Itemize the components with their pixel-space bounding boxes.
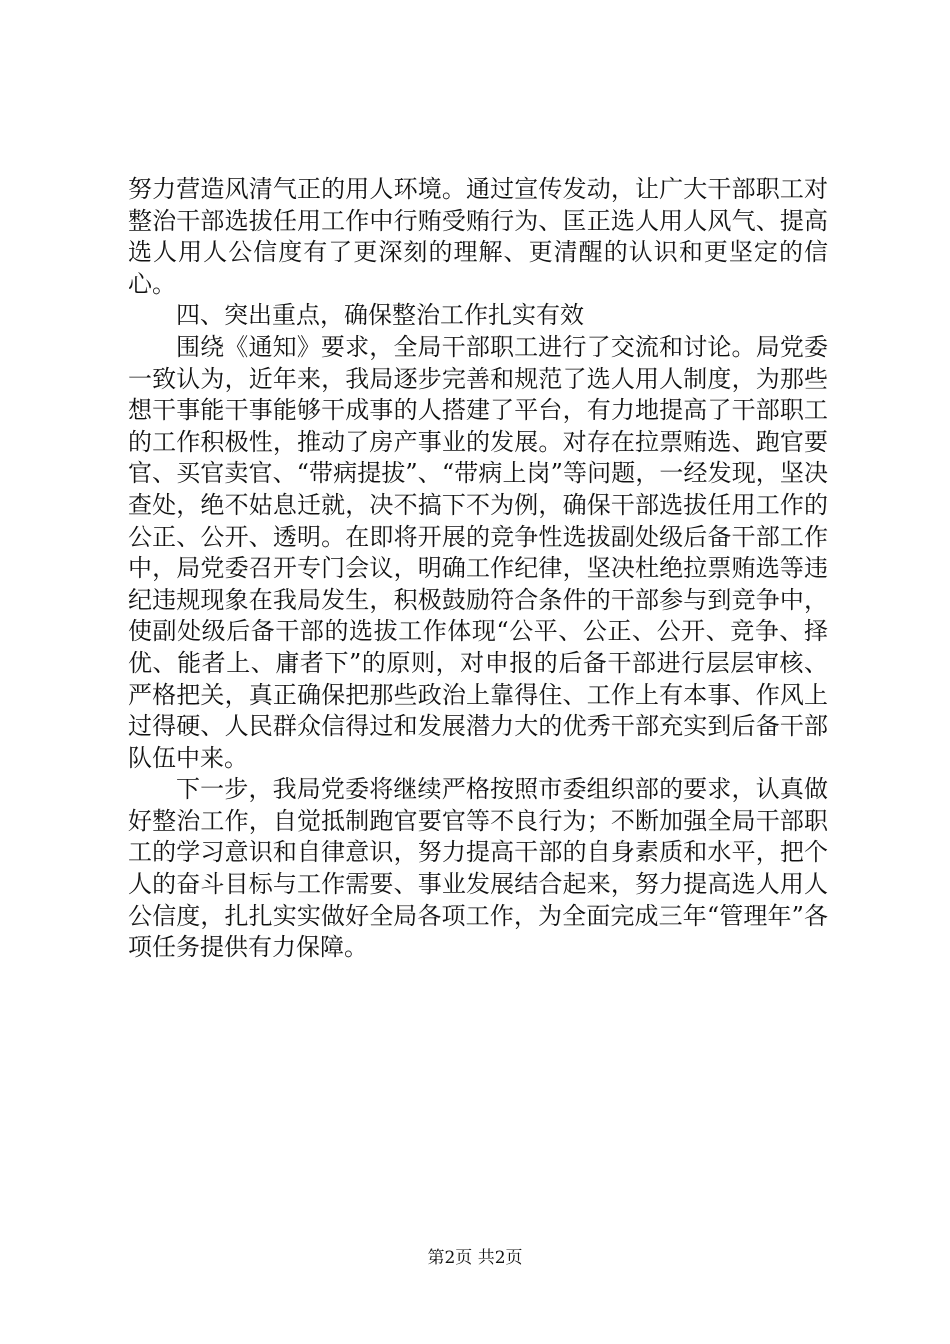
paragraph-body: 围绕《通知》要求，全局干部职工进行了交流和讨论。局党委一致认为，近年来，我局逐步完善和规范了选人用人制度，为那些想干事能干事能够干成事的人搭建了平台，有力地提高了干部职工的工作积极性，推动了房产事业的发展。对存在拉票贿选、跑官要官、买官卖官、“带病提拔”、“带病上岗”等问题，一经发现，坚决查处，绝不姑息迁就，决不搞下不为例，确保干部选拔任用工作的公正、公开、透明。在即将开展的竞争性选拔副处级后备干部工作中，局党委召开专门会议，明确工作纪律，坚决杜绝拉票贿选等违纪违规现象在我局发生，积极鼓励符合条件的干部参与到竞争中，使副处级后备干部的选拔工作体现“公平、公正、公开、竞争、择优、能者上、庸者下”的原则，对申报的后备干部进行层层审核、严格把关，真正确保把那些政治上靠得住、工作上有本事、作风上过得硬、人民群众信得过和发展潜力大的优秀干部充实到后备干部队伍中来。 xyxy=(128,332,828,772)
paragraph-next-steps: 下一步，我局党委将继续严格按照市委组织部的要求，认真做好整治工作，自觉抵制跑官要官等不良行为；不断加强全局干部职工的学习意识和自律意识，努力提高干部的自身素质和水平，把个人的奋斗目标与工作需要、事业发展结合起来，努力提高选人用人公信度，扎扎实实做好全局各项工作，为全面完成三年“管理年”各项任务提供有力保障。 xyxy=(128,775,828,962)
section-heading: 四、突出重点，确保整治工作扎实有效 xyxy=(176,301,584,330)
page-number-footer: 第2页 共2页 xyxy=(427,1248,523,1268)
document-body xyxy=(128,174,828,964)
paragraph-continuation: 努力营造风清气正的用人环境。通过宣传发动，让广大干部职工对整治干部选拔任用工作中行贿受贿行为、匡正选人用人风气、提高选人用人公信度有了更深刻的理解、更清醒的认识和更坚定的信心。 xyxy=(128,175,828,298)
